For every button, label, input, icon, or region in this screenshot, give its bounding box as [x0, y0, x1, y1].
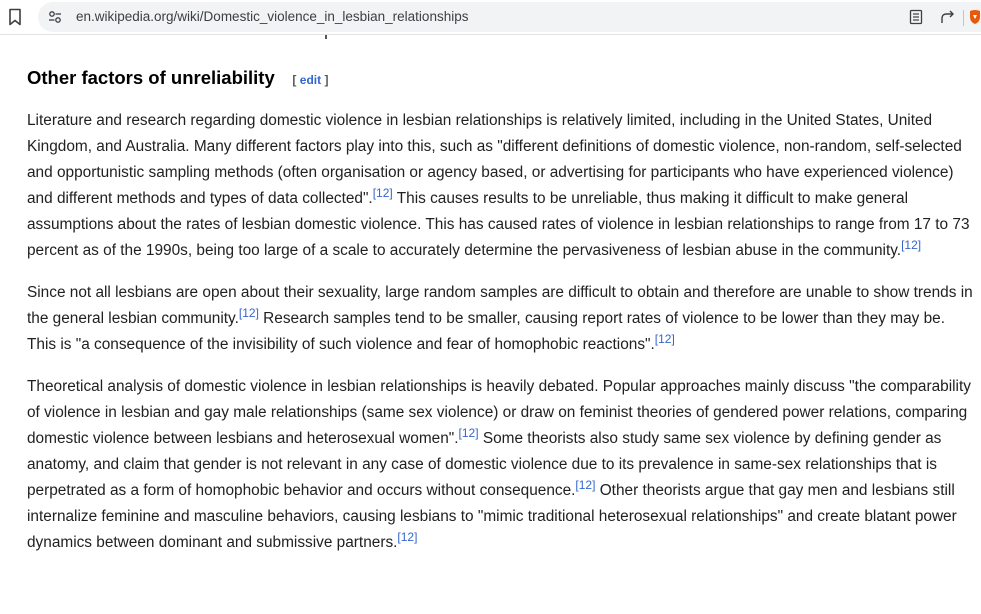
paragraph-text: Research samples tend to be smaller, causing report rates of violence to be lower than they may be. This is "a consequence of the invisibility of such violence and fear of homophobic reactions".: [27, 310, 946, 353]
extension-icon[interactable]: [968, 9, 981, 25]
paragraph-1: [27, 108, 973, 264]
share-icon[interactable]: [940, 9, 956, 25]
url-text[interactable]: en.wikipedia.org/wiki/Domestic_violence_in_lesbian_relationships: [76, 9, 469, 24]
site-info-icon[interactable]: [48, 10, 62, 24]
clipped-text-remnant: [325, 35, 327, 39]
citation-link[interactable]: [12]: [458, 425, 479, 440]
bookmark-icon[interactable]: [8, 8, 22, 26]
toolbar-divider: [963, 10, 964, 26]
browser-toolbar: [0, 0, 981, 35]
article-content: [27, 60, 973, 556]
citation-link[interactable]: [12]: [372, 185, 393, 200]
paragraph-text: Literature and research regarding domestic violence in lesbian relationships is relatively limited, including in the United States, United Kingdom, and Australia. Many different factors play into this, such as "different definitions of domestic violence, non-random, self-selected and opportunistic sampling methods (often organisation or agency based, or advertising for participants who have experienced violence) and different methods and types of data collected".: [27, 112, 962, 207]
paragraph-text: This causes results to be unreliable, thus making it difficult to make general assumptions about the rates of lesbian domestic violence. This has caused rates of violence in lesbian relationships to range from 17 to 73 percent as of the 1990s, being too large of a scale to accurately determine the pervasiveness of lesbian abuse in the community.: [27, 190, 970, 259]
citation-link[interactable]: [12]: [397, 529, 418, 544]
section-heading: [27, 60, 973, 94]
paragraph-text: Some theorists also study same sex violence by defining gender as anatomy, and claim that gender is not relevant in any case of domestic violence due to its prevalence in same-sex relationships that is perpetrated as a form of homophobic behavior and occurs without consequence.: [27, 430, 942, 499]
edit-section-control: [ edit ]: [292, 73, 329, 87]
section-title: Other factors of unreliability: [27, 67, 275, 88]
paragraph-text: Theoretical analysis of domestic violence in lesbian relationships is heavily debated. Popular approaches mainly discuss "the comparability of violence in lesbian and gay male relationships (same sex violence) or draw on feminist theories of gendered power relations, comparing domestic violence between lesbians and heterosexual women".: [27, 378, 971, 447]
paragraph-3: [27, 374, 973, 556]
paragraph-2: [27, 280, 973, 358]
address-bar[interactable]: [38, 2, 981, 32]
paragraph-text: Other theorists argue that gay men and lesbians still internalize feminine and masculine behaviors, causing lesbians to "mimic traditional heterosexual relationships" and create blatant power dynamics between dominant and submissive partners.: [27, 482, 957, 551]
edit-section-link[interactable]: edit: [299, 73, 322, 87]
citation-link[interactable]: [12]: [575, 477, 596, 492]
citation-link[interactable]: [12]: [901, 237, 922, 252]
citation-link[interactable]: [12]: [654, 331, 675, 346]
reader-mode-icon[interactable]: [908, 9, 924, 25]
citation-link[interactable]: [12]: [238, 305, 259, 320]
paragraph-text: Since not all lesbians are open about their sexuality, large random samples are difficult to obtain and therefore are unable to show trends in the general lesbian community.: [27, 284, 973, 327]
